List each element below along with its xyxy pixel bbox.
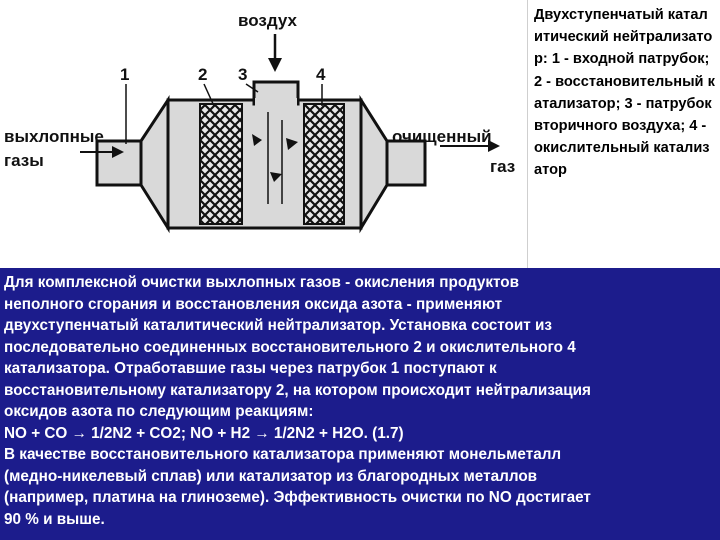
converter-drawing [0, 0, 527, 268]
oxidation-catalyst [304, 104, 344, 224]
part-number-4: 4 [316, 65, 326, 84]
inlet-label-1: выхлопные [4, 127, 104, 146]
air-arrow-head [268, 58, 282, 72]
outlet-label-1: очищенный [392, 127, 492, 146]
outlet-pipe [387, 141, 425, 185]
outlet-label-2: газ [490, 157, 516, 176]
pipe-joint [255, 98, 297, 106]
part-number-2: 2 [198, 65, 208, 84]
figure-caption: Двухступенчатый каталитический нейтрализатор: 1 - входной патрубок; 2 - восстановительный катализатор; 3 - патрубок вторичного воздуха; 4 - окислительный катализатор [527, 0, 720, 268]
inlet-pipe [97, 141, 141, 185]
outlet-cone [361, 100, 387, 228]
inlet-label-2: газы [4, 151, 44, 170]
air-label: воздух [238, 11, 297, 30]
converter-diagram [0, 0, 527, 268]
reduction-catalyst [200, 104, 242, 224]
body-text: Для комплексной очистки выхлопных газов - окисления продуктов неполного сгорания и восстановления оксида азота - применяют двухступенчатый каталитический нейтрализатор. Установка состоит из последовательно соединенных восстановительного 2 и окислительного 4 катализатора. Отработавшие газы через патрубок 1 поступают к восстановительному катализатору 2, на котором происходит нейтрализация оксидов азота по следующим реакциям: NO + CO → 1/2N2 + CO2; NO + H2 → 1/2N2 + H2O. (1.7) В качестве восстановительного катализатора применяют монельметалл (медно-никелевый сплав) или катализатор из благородных металлов (например, платина на глиноземе). Эффективность очистки по NO достигает 90 % и выше. [4, 274, 591, 528]
part-number-1: 1 [120, 65, 130, 84]
inlet-cone [141, 100, 168, 228]
part-number-3: 3 [238, 65, 248, 84]
